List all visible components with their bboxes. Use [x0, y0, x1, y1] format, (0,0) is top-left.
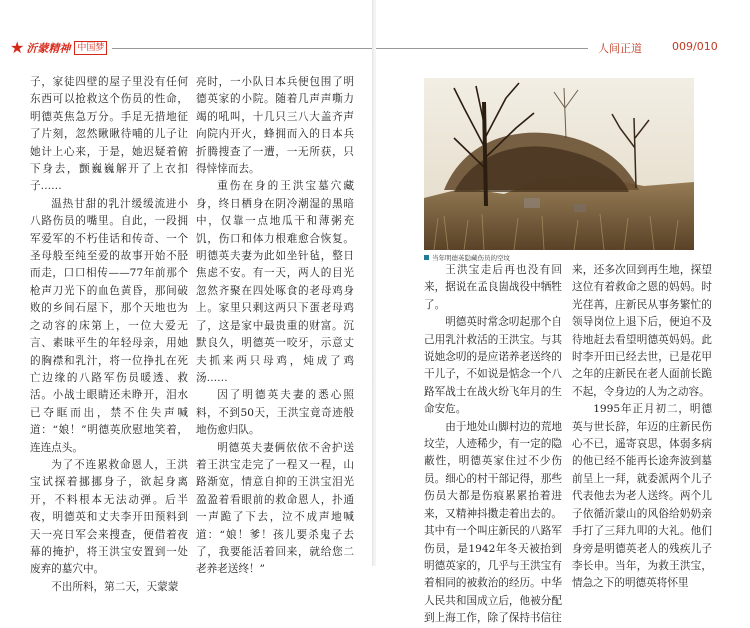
paragraph: 子，家徒四壁的屋子里没有任何东西可以抢救这个伤员的性命，明德英焦急万分。手足无措地征了片刻，忽然瞅瞅待哺的儿子让她计上心来，于是，她迟疑着俯下身去，颤巍巍解开了上衣扣子…… [30, 76, 188, 193]
brand [10, 40, 107, 56]
header-divider [112, 48, 374, 49]
right-page [376, 0, 750, 625]
brand-title: 沂蒙精神 [26, 42, 71, 55]
left-header [0, 38, 374, 60]
paragraph: 由于地处山脚村边的荒地坟茔，人迹稀少，有一定的隐蔽性，明德英家住过不少伤员。细心的村干部记得，那些伤员大都是伤痕累累抬着进来，又精神抖擞走着出去的。其中有一个叫庄新民的八路军伤员，是1942年冬天被抬到明德英家的，几乎与王洪宝有着相同的被救治的经历。中华人民共和国成立后，他被分配到上海工作，除了保持书信往 [424, 420, 562, 625]
red-star-icon: ★ [10, 38, 25, 57]
paragraph: 亮时，一小队日本兵便包围了明德英家的小院。随着几声声嘶力竭的吼叫，十几只三八大盖齐声向院内开火，蜂拥而入的日本兵折腾搜查了一遭，一无所获，只得悻悻而去。 [196, 76, 354, 176]
paragraph: 为了不连累救命恩人，王洪宝试探着挪挪身子，欲起身离开，不料根本无法动弹。后半夜，明德英和丈夫李开田预料到天一亮日军会来搜查，便借着夜幕的掩护，将王洪宝安置到一处废弃的墓穴中。 [30, 458, 188, 576]
paragraph: 重伤在身的王洪宝墓穴藏身，终日栖身在阴冷潮湿的黑暗中，仅靠一点地瓜干和薄粥充饥，伤口和体力根难愈合恢复。明德英夫妻为此如坐针毡，整日焦虑不安。有一天，两人的目光忽然齐聚在四处啄食的老母鸡身上。家里只剩这两只下蛋老母鸡了，这是家中最贵重的财富。沉默良久，明德英一咬牙，示意丈夫抓来两只母鸡，炖成了鸡汤…… [196, 180, 354, 384]
page-number: 009/010 [672, 40, 718, 53]
right-column-2 [572, 262, 712, 593]
left-column-1 [30, 74, 188, 596]
photo-caption-text: 当年明德英隐藏伤员的空坟 [432, 254, 510, 262]
paragraph: 来，还多次回到再生地，探望这位有着救命之恩的妈妈。时光荏苒，庄新民从事务繁忙的领导岗位上退下后，便迫不及待地赶去看望明德英妈妈。此时李开田已经去世，已是花甲之年的庄新民在老人面前长跪不起，令身边的人为之动容。 [572, 264, 712, 398]
paragraph: 不出所料，第二天，天蒙蒙 [51, 580, 179, 593]
paragraph: 王洪宝走后再也没有回来，据说在孟良崮战役中牺牲了。 [424, 264, 562, 311]
paragraph: 明德英夫妻俩依依不舍护送着王洪宝走完了一程又一程，山路渐宽，情意自抑的王洪宝泪光盈盈着看眼前的救命恩人，扑通一声跪了下去，泣不成声地喊道：“娘！爹！孩儿要杀鬼子去了，我要能活着回来，就给您二老养老送终！” [196, 441, 354, 576]
right-header [376, 38, 750, 60]
paragraph: 1995年正月初二，明德英与世长辞，年迈的庄新民伤心不已，遥寄哀思，体弱多病的他已经不能再长途奔波到墓前呈上一拜，就委派两个儿子代表他去为老人送终。两个儿子依循沂蒙山的风俗给奶奶亲手打了三拜九叩的大礼。他们身旁是明德英老人的残疾儿子李长申。当年，为救王洪宝，情急之下的明德英将怀里 [572, 403, 712, 590]
grave-photo-image [424, 78, 694, 250]
right-column-1 [424, 262, 562, 628]
paragraph: 明德英时常念叨起那个自己用乳汁救活的王洪宝。与其说她念叨的是应诺养老送终的干儿子，不如说是惦念一个八路军战士在战火纷飞年月的生命安危。 [424, 316, 562, 416]
grave-photo [424, 78, 694, 250]
photo-caption [424, 253, 510, 262]
paragraph: 温热甘甜的乳汁缓缓流进小八路伤员的嘴里。自此，一段拥军爱军的不朽佳话和传奇、一个圣母般至纯至爱的故事开始不胫而走，口口相传——77年前那个枪声刀光下的血色黄昏，那间破败的乡间石屋下，那个天地也为之动容的床第上，一位大爱无言、素昧平生的年轻母亲，用她的胸襟和乳汁，将一位挣扎在死亡边缘的八路军伤员暖透、救活。小战士眼睛还未睁开，泪水已夺眶而出，禁不住失声喊道：“娘！”明德英欣慰地笑着，连连点头。 [30, 197, 188, 454]
section-name: 人间正道 [598, 42, 642, 55]
left-page [0, 0, 374, 593]
paragraph: 因了明德英夫妻的悉心照料，不到50天，王洪宝竟奇迹般地伤愈归队。 [196, 389, 354, 437]
header-divider [376, 48, 588, 49]
left-column-2 [196, 74, 354, 579]
brand-box-label: 中国梦 [74, 41, 107, 55]
caption-marker-icon [424, 255, 429, 260]
